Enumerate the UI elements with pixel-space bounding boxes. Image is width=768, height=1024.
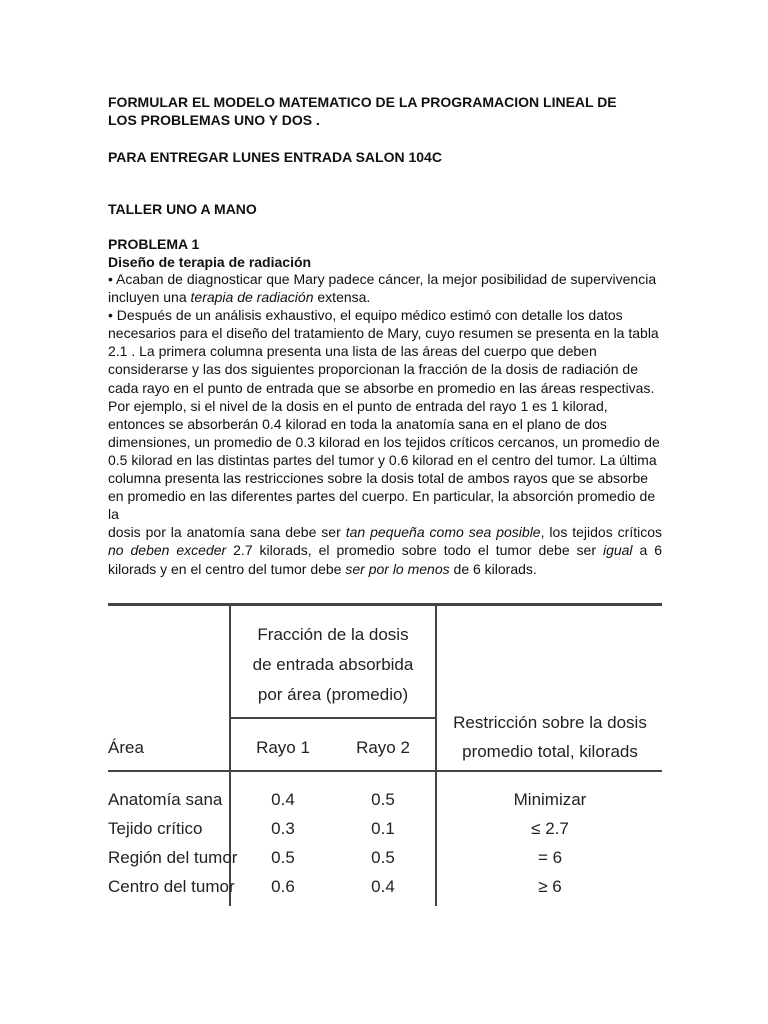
group-header-rule — [230, 717, 436, 719]
col-header-rayo1: Rayo 1 — [256, 738, 310, 757]
row-restriction: ≤ 2.7 — [531, 819, 569, 838]
row-rayo2: 0.5 — [371, 790, 395, 809]
document-title — [108, 93, 668, 129]
row-area: Centro del tumor — [108, 877, 235, 896]
paragraph-analysis: • Después de un análisis exhaustivo, el equipo médico estimó con detalle los datos necesarios para el diseño del tratamiento de Mary, cuyo resumen se presenta en la tabla 2.1 . La primera columna presenta una lista de las áreas del cuerpo que deben considerarse y las dos siguientes proporcionan la fracción de la dosis de radiación de cada rayo en el punto de entrada que se absorbe en promedio en las áreas respectivas. Por ejemplo, si el nivel de la dosis en el punto de entrada del rayo 1 es 1 kilorad, entonces se absorberán 0.4 kilorad en toda la anatomía sana en el plano de dos dimensiones, un promedio de 0.3 kilorad en los tejidos críticos cercanos, un promedio de 0.5 kilorad en las distintas partes del tumor y 0.6 kilorad en el centro del tumor. La última columna presenta las restricciones sobre la dosis total de ambos rayos que se absorbe en promedio en las diferentes partes del cuerpo. En particular, la absorción promedio de la — [108, 307, 660, 523]
col-header-restriction — [438, 708, 662, 766]
col-header-rayo2: Rayo 2 — [356, 738, 410, 757]
row-rayo2: 0.1 — [371, 819, 395, 838]
row-rayo1: 0.3 — [271, 819, 295, 838]
group-header-line-3: por área (promedio) — [257, 685, 409, 704]
table-top-rule — [108, 603, 662, 606]
group-header — [230, 620, 436, 710]
col-header-area: Área — [108, 738, 144, 757]
row-rayo2: 0.4 — [371, 877, 395, 896]
workshop-heading: TALLER UNO A MANO — [108, 201, 257, 217]
table-header-rule — [108, 770, 662, 772]
paragraph-constraints: dosis por la anatomía sana debe ser tan pequeña como sea posible, los tejidos críticos no deben exceder 2.7 kilorads, el promedio sobre todo el tumor debe ser igual a 6 kilorads y en el centro del tumor debe ser por lo menos de 6 kilorads. — [108, 524, 663, 577]
problem-statement — [108, 270, 662, 578]
row-restriction: = 6 — [537, 848, 563, 867]
paragraph-diagnosis: • Acaban de diagnosticar que Mary padece cáncer, la mejor posibilidad de supervivencia incluyen una terapia de radiación extensa. — [108, 271, 657, 306]
problem-heading: PROBLEMA 1 — [108, 236, 200, 252]
restriction-header-line-2: promedio total, kilorads — [462, 742, 638, 761]
group-header-line-1: Fracción de la dosis — [257, 625, 409, 644]
row-rayo1: 0.4 — [271, 790, 295, 809]
row-rayo2: 0.5 — [371, 848, 395, 867]
restriction-header-line-1: Restricción sobre la dosis — [453, 713, 647, 732]
title-line-2: LOS PROBLEMAS UNO Y DOS . — [108, 112, 320, 128]
row-area: Región del tumor — [108, 848, 238, 867]
group-header-line-2: de entrada absorbida — [252, 655, 414, 674]
row-area: Tejido crítico — [108, 819, 203, 838]
row-restriction: ≥ 6 — [538, 877, 562, 896]
row-rayo1: 0.5 — [271, 848, 295, 867]
problem-title: Diseño de terapia de radiación — [108, 254, 312, 270]
radiation-table — [108, 600, 662, 910]
row-rayo1: 0.6 — [271, 877, 295, 896]
title-line-1: FORMULAR EL MODELO MATEMATICO DE LA PROGRAMACION LINEAL DE — [108, 94, 617, 110]
row-area: Anatomía sana — [108, 790, 223, 809]
delivery-note: PARA ENTREGAR LUNES ENTRADA SALON 104C — [108, 149, 442, 165]
row-restriction: Minimizar — [513, 790, 587, 809]
